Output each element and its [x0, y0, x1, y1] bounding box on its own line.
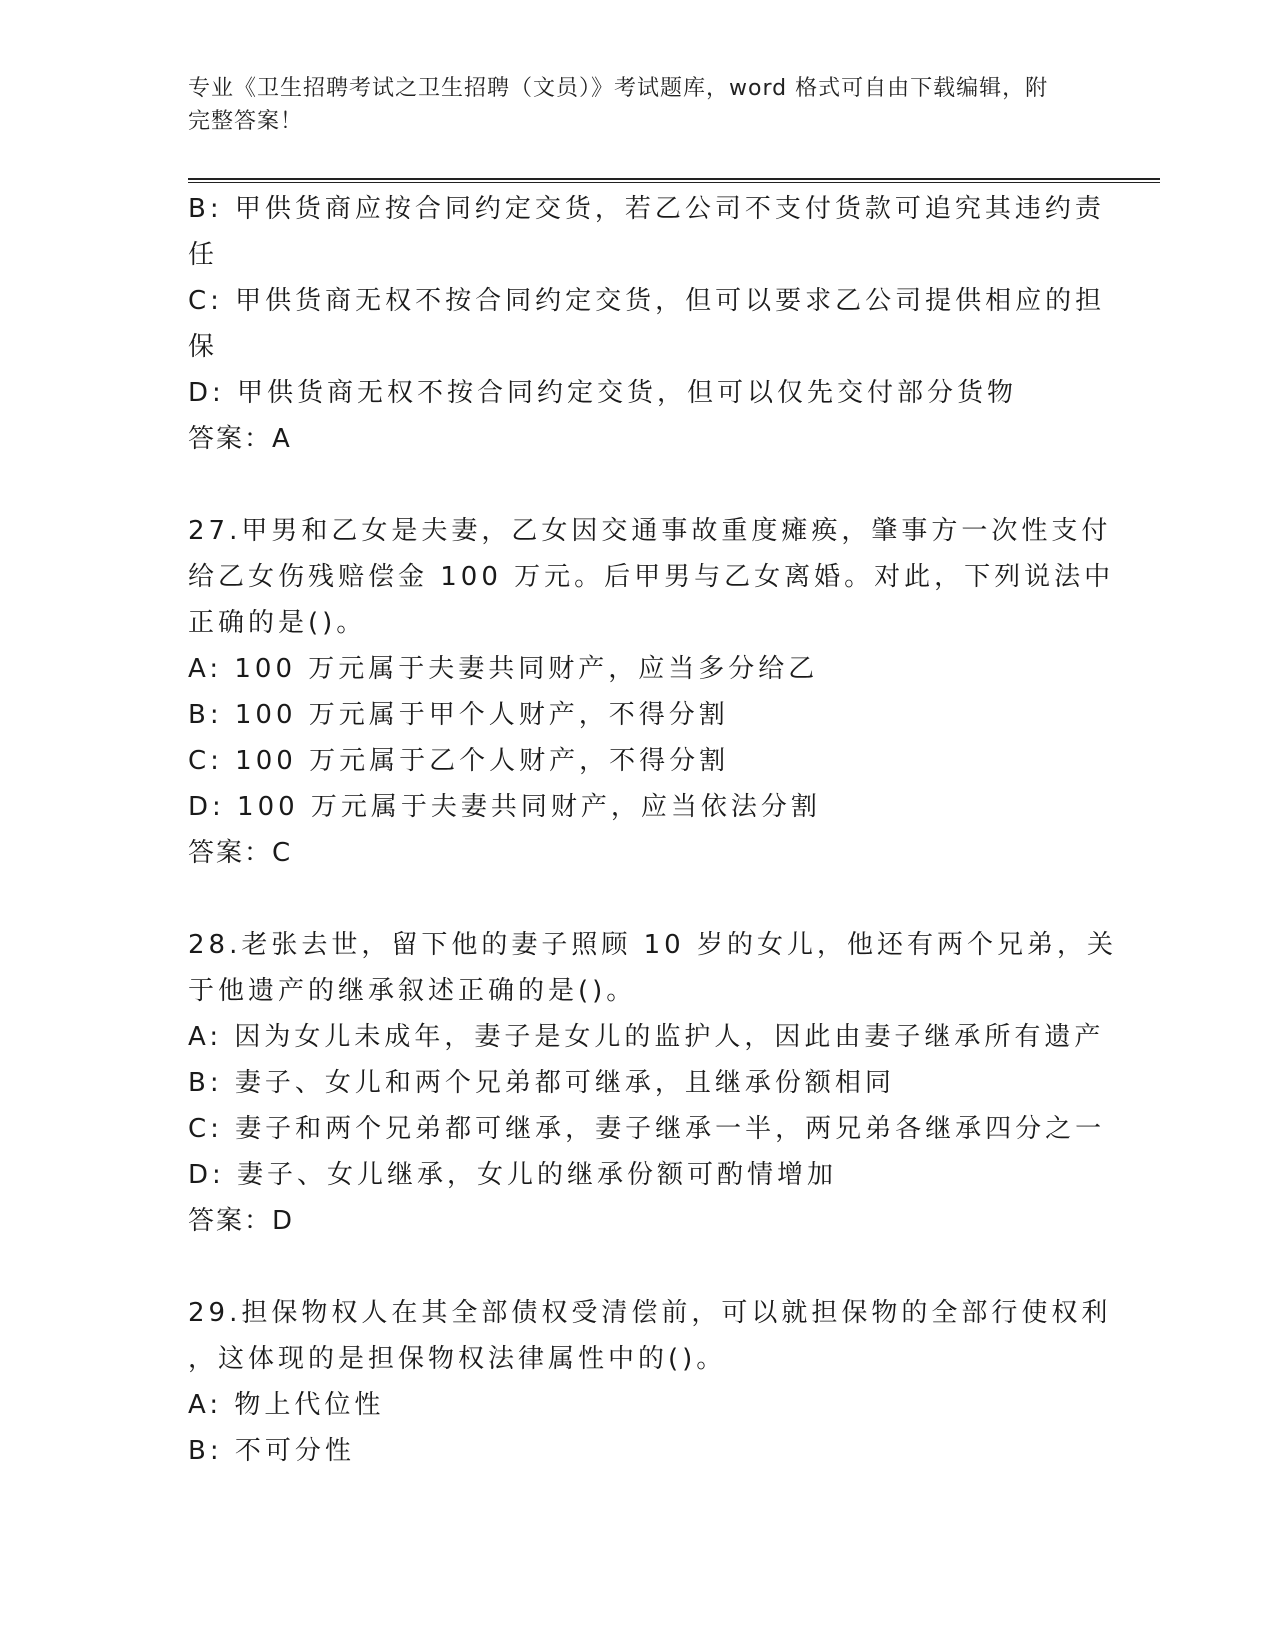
q27-option-c: C: 100 万元属于乙个人财产，不得分割	[188, 746, 730, 776]
q27-stem-line2: 给乙女伤残赔偿金 100 万元。后甲男与乙女离婚。对此，下列说法中	[188, 562, 1115, 592]
q26-option-b-line2: 任	[188, 240, 219, 270]
spacer	[188, 876, 1088, 922]
q26-option-c-line1: C: 甲供货商无权不按合同约定交货，但可以要求乙公司提供相应的担	[188, 286, 1106, 316]
q26-option-c-line2: 保	[188, 332, 219, 362]
q29-option-a: A: 物上代位性	[188, 1390, 385, 1420]
q29-option-b: B: 不可分性	[188, 1436, 355, 1466]
q27-stem-line3: 正确的是()。	[188, 608, 367, 638]
spacer	[188, 1244, 1088, 1290]
q27-answer: 答案：C	[188, 838, 293, 868]
q27-option-d: D: 100 万元属于夫妻共同财产，应当依法分割	[188, 792, 821, 822]
q29-stem-line2: ，这体现的是担保物权法律属性中的()。	[188, 1344, 727, 1374]
q26-option-d: D: 甲供货商无权不按合同约定交货，但可以仅先交付部分货物	[188, 378, 1018, 408]
q27-option-b: B: 100 万元属于甲个人财产，不得分割	[188, 700, 729, 730]
question-content	[188, 186, 1117, 1474]
q28-answer: 答案：D	[188, 1206, 295, 1236]
q26-answer: 答案：A	[188, 424, 292, 454]
q28-stem-line2: 于他遗产的继承叙述正确的是()。	[188, 976, 637, 1006]
q28-option-d: D: 妻子、女儿继承，女儿的继承份额可酌情增加	[188, 1160, 838, 1190]
spacer	[188, 462, 1088, 508]
q27-stem-line1: 27.甲男和乙女是夫妻，乙女因交通事故重度瘫痪，肇事方一次性支付	[188, 516, 1112, 546]
q28-option-b: B: 妻子、女儿和两个兄弟都可继承，且继承份额相同	[188, 1068, 895, 1098]
q28-option-a: A: 因为女儿未成年，妻子是女儿的监护人，因此由妻子继承所有遗产	[188, 1022, 1105, 1052]
q27-option-a: A: 100 万元属于夫妻共同财产，应当多分给乙	[188, 654, 819, 684]
q26-option-b-line1: B: 甲供货商应按合同约定交货，若乙公司不支付货款可追究其违约责	[188, 194, 1105, 224]
header-divider	[188, 178, 1160, 183]
q29-stem-line1: 29.担保物权人在其全部债权受清偿前，可以就担保物的全部行使权利	[188, 1298, 1112, 1328]
q28-option-c: C: 妻子和两个兄弟都可继承，妻子继承一半，两兄弟各继承四分之一	[188, 1114, 1106, 1144]
header-note: 专业《卫生招聘考试之卫生招聘（文员）》考试题库，word 格式可自由下载编辑，附完整答案！	[188, 76, 1049, 134]
q28-stem-line1: 28.老张去世，留下他的妻子照顾 10 岁的女儿，他还有两个兄弟，关	[188, 930, 1117, 960]
